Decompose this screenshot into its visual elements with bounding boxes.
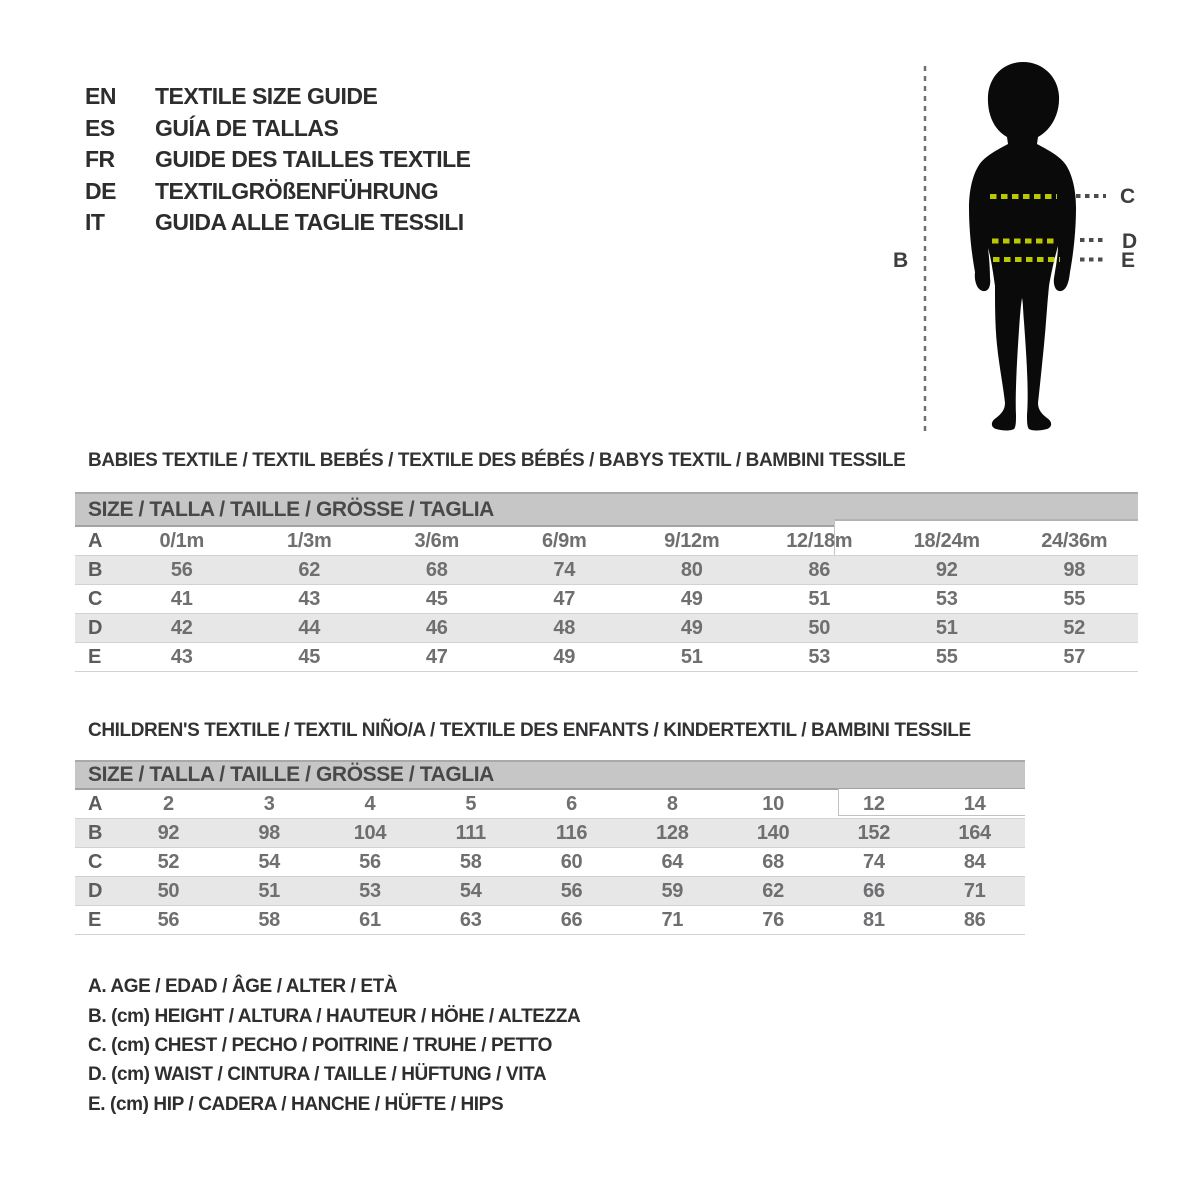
size-cell: 4: [364, 792, 376, 815]
children-size-table: [75, 760, 1025, 935]
size-cell: 92: [935, 558, 958, 581]
size-cell: 58: [459, 850, 482, 873]
size-cell: 51: [258, 879, 280, 902]
size-cell: 62: [762, 879, 784, 902]
size-cell: 56: [359, 850, 381, 873]
size-cell: 43: [298, 587, 321, 610]
lang-row-it: [85, 209, 464, 235]
size-cell: 68: [762, 850, 784, 873]
size-cell: 53: [935, 587, 958, 610]
lang-code: DE: [85, 178, 116, 204]
size-cell: 45: [298, 645, 321, 668]
child-silhouette-icon: [969, 62, 1076, 431]
size-cell: 56: [170, 558, 193, 581]
lang-row-en: [85, 83, 377, 109]
size-cell: 45: [425, 587, 448, 610]
size-cell: 63: [459, 908, 482, 931]
size-cell: 51: [680, 645, 703, 668]
size-cell: 49: [680, 587, 703, 610]
size-cell: 54: [258, 850, 280, 873]
size-cell: 56: [157, 908, 180, 931]
size-cell: 92: [157, 821, 180, 844]
size-cell: 47: [425, 645, 448, 668]
size-cell: 0/1m: [159, 529, 204, 552]
lang-code: EN: [85, 83, 116, 109]
size-cell: 104: [353, 821, 387, 844]
size-header-band: [75, 760, 1025, 790]
lang-row-de: [85, 178, 438, 204]
children-section-title: CHILDREN'S TEXTILE / TEXTIL NIÑO/A / TEXTILE DES ENFANTS / KINDERTEXTIL / BAMBINI TESSILE: [88, 720, 971, 741]
lang-title: GUIDE DES TAILLES TEXTILE: [155, 146, 471, 172]
size-cell: 44: [298, 616, 321, 639]
legend-line-height: B. (cm) HEIGHT / ALTURA / HAUTEUR / HÖHE / ALTEZZA: [88, 1006, 581, 1027]
size-cell: 18/24m: [913, 529, 980, 552]
legend-line-waist: D. (cm) WAIST / CINTURA / TAILLE / HÜFTUNG / VITA: [88, 1064, 547, 1085]
children_table-row-A: [75, 790, 1025, 819]
chest-label: C: [1120, 185, 1136, 208]
size-cell: 57: [1063, 645, 1086, 668]
legend-line-age: A. AGE / EDAD / ÂGE / ALTER / ETÀ: [88, 976, 398, 997]
row-label: A: [88, 529, 103, 552]
size-cell: 55: [935, 645, 958, 668]
lang-row-es: [85, 115, 338, 141]
size-cell: 68: [425, 558, 448, 581]
children_table-row-D: [75, 877, 1025, 906]
size-cell: 10: [762, 792, 784, 815]
babies-table-rows: [75, 527, 1138, 672]
size-cell: 66: [863, 879, 885, 902]
size-cell: 98: [1063, 558, 1086, 581]
size-cell: 54: [459, 879, 482, 902]
size-cell: 58: [258, 908, 280, 931]
lang-row-fr: [85, 146, 471, 172]
size-cell: 53: [808, 645, 831, 668]
children_table-row-B: [75, 819, 1025, 848]
size-cell: 81: [863, 908, 885, 931]
size-cell: 53: [359, 879, 381, 902]
size-cell: 64: [661, 850, 684, 873]
row-label: B: [88, 558, 103, 581]
children_table-row-E: [75, 906, 1025, 935]
size-cell: 74: [553, 558, 576, 581]
height-label: B: [893, 249, 909, 272]
size-cell: 43: [170, 645, 193, 668]
size-cell: 84: [963, 850, 986, 873]
size-cell: 24/36m: [1041, 529, 1108, 552]
row-label: A: [88, 792, 103, 815]
size-cell: 50: [808, 616, 831, 639]
size-cell: 3/6m: [414, 529, 459, 552]
babies_table-row-B: [75, 556, 1138, 585]
size-cell: 86: [963, 908, 986, 931]
size-cell: 60: [560, 850, 583, 873]
size-cell: 86: [808, 558, 831, 581]
lang-title: TEXTILGRÖßENFÜHRUNG: [155, 178, 439, 204]
children-table-rows: [75, 790, 1025, 935]
lang-code: IT: [85, 209, 105, 235]
lang-code: FR: [85, 146, 115, 172]
hip-label: E: [1121, 249, 1136, 272]
row-label: C: [88, 850, 103, 873]
size-cell: 71: [963, 879, 986, 902]
size-cell: 5: [465, 792, 477, 815]
size-cell: 48: [553, 616, 576, 639]
size-cell: 152: [857, 821, 891, 844]
size-cell: 1/3m: [287, 529, 332, 552]
size-cell: 98: [258, 821, 280, 844]
size-cell: 55: [1063, 587, 1086, 610]
waist-label: D: [1122, 230, 1138, 253]
lang-title: GUIDA ALLE TAGLIE TESSILI: [155, 209, 464, 235]
size-cell: 61: [359, 908, 381, 931]
size-cell: 111: [455, 821, 486, 844]
size-cell: 59: [661, 879, 684, 902]
size-cell: 50: [157, 879, 180, 902]
children_table-row-C: [75, 848, 1025, 877]
size-cell: 42: [170, 616, 193, 639]
babies_table-row-C: [75, 585, 1138, 614]
size-cell: 140: [756, 821, 790, 844]
legend-line-chest: C. (cm) CHEST / PECHO / POITRINE / TRUHE / PETTO: [88, 1035, 552, 1056]
size-cell: 128: [656, 821, 689, 844]
size-header-text: SIZE / TALLA / TAILLE / GRÖSSE / TAGLIA: [88, 498, 494, 521]
size-cell: 49: [680, 616, 703, 639]
size-cell: 62: [298, 558, 321, 581]
legend-line-hip: E. (cm) HIP / CADERA / HANCHE / HÜFTE / HIPS: [88, 1094, 504, 1115]
size-cell: 41: [170, 587, 193, 610]
size-cell: 12/18m: [786, 529, 853, 552]
size-cell: 52: [157, 850, 180, 873]
size-cell: 49: [553, 645, 576, 668]
row-label: C: [88, 587, 103, 610]
lang-title: TEXTILE SIZE GUIDE: [155, 83, 378, 109]
row-label: D: [88, 616, 103, 639]
babies-size-table: [75, 492, 1138, 672]
size-cell: 3: [263, 792, 275, 815]
size-cell: 56: [560, 879, 583, 902]
babies_table-row-D: [75, 614, 1138, 643]
size-cell: 9/12m: [664, 529, 720, 552]
row-label: B: [88, 821, 103, 844]
babies_table-row-A: [75, 527, 1138, 556]
row-label: E: [88, 908, 102, 931]
size-cell: 51: [935, 616, 958, 639]
lang-title: GUÍA DE TALLAS: [155, 115, 339, 141]
size-cell: 8: [666, 792, 678, 815]
size-cell: 51: [808, 587, 831, 610]
babies-section-title: BABIES TEXTILE / TEXTIL BEBÉS / TEXTILE DES BÉBÉS / BABYS TEXTIL / BAMBINI TESSILE: [88, 450, 906, 471]
size-cell: 71: [661, 908, 684, 931]
size-cell: 6/9m: [542, 529, 587, 552]
babies_table-row-E: [75, 643, 1138, 672]
size-cell: 76: [762, 908, 784, 931]
size-cell: 116: [555, 821, 588, 844]
row-label: D: [88, 879, 103, 902]
size-cell: 6: [566, 792, 577, 815]
size-cell: 74: [863, 850, 885, 873]
size-cell: 164: [958, 821, 991, 844]
measurement-figure: [880, 50, 1150, 440]
size-cell: 52: [1063, 616, 1086, 639]
lang-code: ES: [85, 115, 115, 141]
size-cell: 66: [560, 908, 583, 931]
size-cell: 2: [162, 792, 174, 815]
size-cell: 12: [863, 792, 885, 815]
size-header-text: SIZE / TALLA / TAILLE / GRÖSSE / TAGLIA: [88, 763, 494, 786]
size-cell: 46: [425, 616, 448, 639]
row-label: E: [88, 645, 102, 668]
size-cell: 80: [680, 558, 703, 581]
size-cell: 47: [553, 587, 576, 610]
size-cell: 14: [963, 792, 986, 815]
